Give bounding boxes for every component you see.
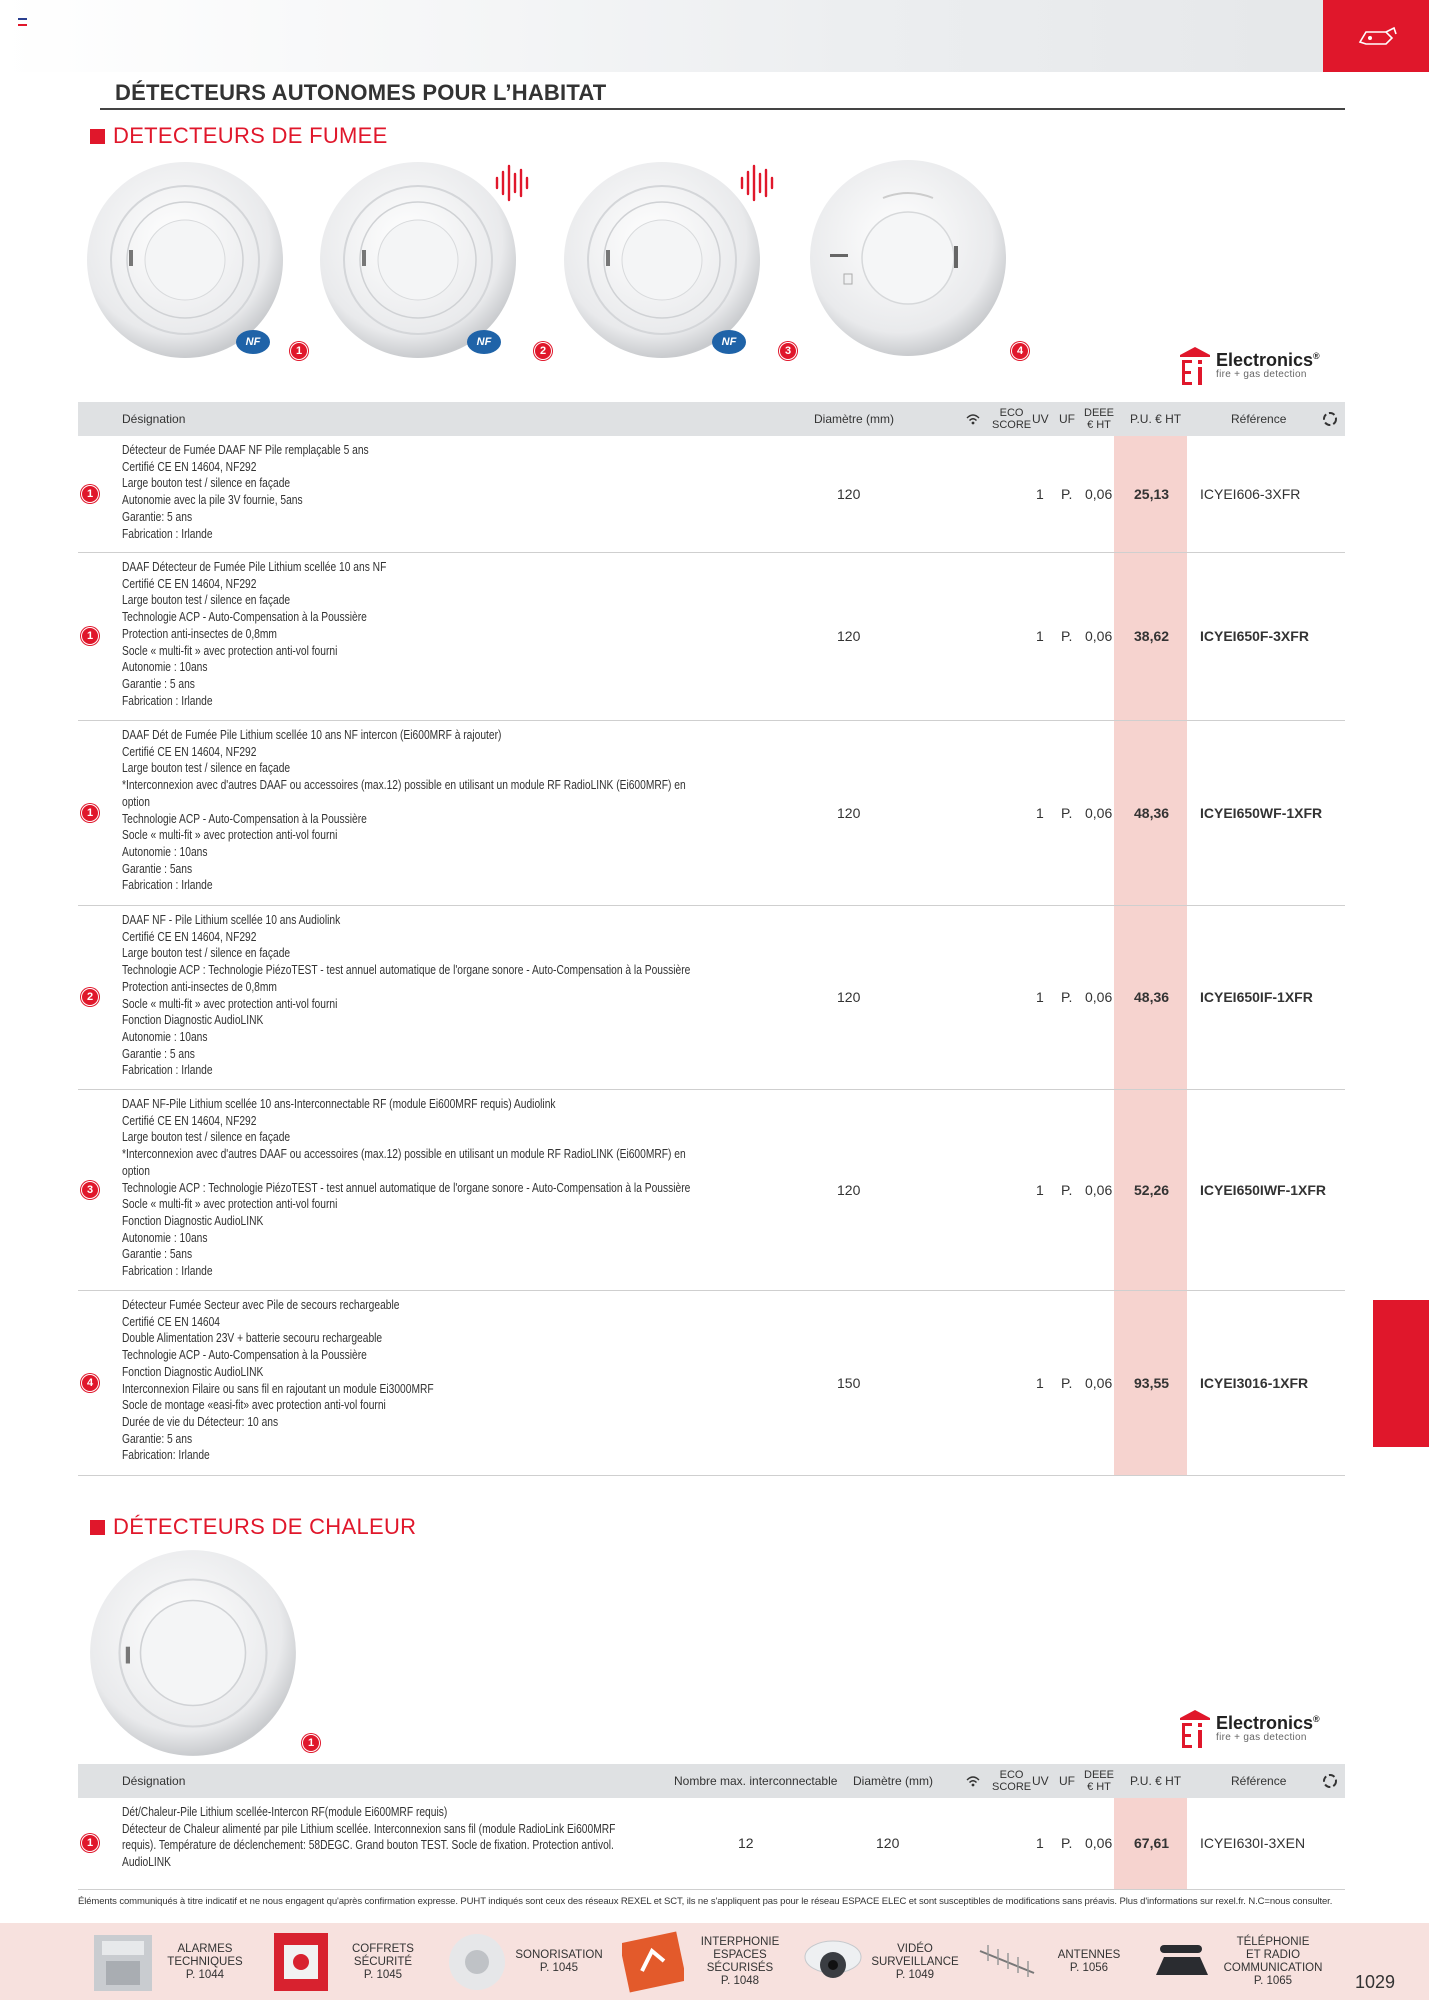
col-reference: Référence: [1231, 412, 1287, 426]
score-label: SCORE: [992, 1781, 1032, 1793]
table-row: [78, 1798, 1345, 1890]
logo-registered: ®: [1313, 1714, 1320, 1724]
uv-value: 1: [1036, 485, 1044, 502]
image-number-badge: 2: [534, 342, 552, 360]
recycle-icon: [1322, 402, 1338, 436]
footer-page: P. 1045: [363, 1968, 403, 1981]
deee-label: DEEE: [1084, 407, 1114, 419]
reference-value: ICYEI630I-3XEN: [1200, 1835, 1306, 1851]
description-line: Protection anti-insectes de 0,8mm: [122, 979, 277, 994]
reference-value: ICYEI650F-3XFR: [1200, 628, 1309, 644]
price-value: 25,13: [1134, 485, 1170, 502]
heat-detector-image: [88, 1548, 298, 1758]
description-line: Fonction Diagnostic AudioLINK: [122, 1364, 264, 1379]
footer-label: SURVEILLANCE: [871, 1955, 959, 1968]
description-line: DAAF Dét de Fumée Pile Lithium scellée 10 ans NF intercon (Ei600MRF à rajouter): [122, 728, 502, 742]
reference-value: ICYEI650IWF-1XFR: [1200, 1181, 1327, 1198]
row-number-badge: 1: [81, 627, 99, 645]
sound-wave-icon: [493, 162, 533, 204]
uf-value: P.: [1061, 804, 1073, 821]
description-line: Fabrication : Irlande: [122, 526, 213, 541]
description-line: Fabrication : Irlande: [122, 1264, 213, 1279]
price-value: 48,36: [1134, 989, 1170, 1005]
uf-value: P.: [1061, 485, 1073, 502]
row-number-badge: 2: [81, 988, 99, 1006]
reference-value: ICYEI650WF-1XFR: [1200, 804, 1323, 821]
description-line: *Interconnexion avec d'autres DAAF ou accessoires (max.12) possible en utilisant un module RF RadioLINK (Ei600MRF) en: [122, 778, 686, 793]
reference-value: ICYEI3016-1XFR: [1200, 1374, 1309, 1391]
telephone-icon: [1150, 1931, 1212, 1993]
footer-link-sonorisation[interactable]: [446, 1931, 604, 1993]
reference-value: ICYEI606-3XFR: [1200, 485, 1301, 502]
description-line: Fonction Diagnostic AudioLINK: [122, 1213, 264, 1228]
description-line: Autonomie : 10ans: [122, 660, 208, 675]
diameter-value: 120: [837, 1181, 861, 1198]
col-deee: [1084, 402, 1114, 436]
description-line: Protection anti-insectes de 0,8mm: [122, 626, 277, 641]
col-max-interconnect: Nombre max. interconnectable: [674, 1774, 838, 1788]
title-divider: [100, 108, 1345, 110]
product-description: [122, 559, 386, 709]
ei-electronics-logo: [1180, 347, 1320, 387]
price-value: 38,62: [1134, 628, 1170, 644]
deee-value: 0,06: [1085, 1181, 1113, 1198]
section-heading-smoke: [90, 123, 388, 149]
row-number-badge: 4: [81, 1374, 99, 1392]
deee-value: 0,06: [1085, 804, 1113, 821]
antenna-icon: [976, 1931, 1038, 1993]
description-line: Dét/Chaleur-Pile Lithium scellée-Intercon RF(module Ei600MRF requis): [122, 1805, 448, 1819]
evacuation-sign-icon: [622, 1931, 684, 1993]
diameter-value: 120: [837, 804, 861, 821]
footer-label: TECHNIQUES: [167, 1955, 243, 1968]
col-diameter: Diamètre (mm): [814, 412, 894, 426]
row-number-badge: 1: [81, 804, 99, 822]
table-row: [78, 721, 1345, 906]
footer-link-telephonie[interactable]: [1150, 1931, 1328, 1993]
description-line: Technologie ACP : Technologie PiézoTEST - test annuel automatique de l'organe sonore - Auto-Compensation à la Poussière: [122, 963, 691, 978]
logo-name: Electronics: [1216, 350, 1314, 370]
eco-label: ECO: [999, 1769, 1024, 1781]
footer-label: ANTENNES: [1057, 1949, 1121, 1961]
image-number-badge: 1: [290, 342, 308, 360]
footer-label: ET RADIO: [1245, 1949, 1301, 1961]
description-line: Autonomie : 10ans: [122, 844, 208, 859]
description-line: Large bouton test / silence en façade: [122, 761, 291, 776]
footer-link-interphonie[interactable]: [622, 1931, 790, 1993]
description-line: DAAF Détecteur de Fumée Pile Lithium scellée 10 ans NF: [122, 560, 387, 574]
table-row: [78, 436, 1345, 553]
footer-label: COMMUNICATION: [1223, 1962, 1323, 1974]
description-line: Fabrication: Irlande: [122, 1448, 210, 1463]
footer-page: P. 1065: [1253, 1975, 1293, 1987]
description-line: Détecteur de Fumée DAAF NF Pile remplaçable 5 ans: [122, 443, 369, 457]
score-label: SCORE: [992, 419, 1032, 431]
description-line: Garantie: 5 ans: [122, 1431, 193, 1446]
section-square-icon: [90, 1520, 105, 1535]
disclaimer: Éléments communiqués à titre indicatif et ne nous engagent qu'après confirmation expresse. PUHT indiqués sont ceux des réseaux REXEL et SCT, ils ne s'appliquent pas pour le réseau ESPACE ELEC et sont susceptibles de modifications sans préavis. Plus d'informations sur rexel.fr. N.C=nous consulter.: [78, 1896, 1333, 1907]
description-line: Durée de vie du Détecteur: 10 ans: [122, 1414, 279, 1429]
description-line: Garantie : 5 ans: [122, 1046, 195, 1061]
product-description: [122, 442, 369, 542]
logo-tagline: fire + gas detection: [1216, 369, 1307, 380]
description-line: Technologie ACP : Technologie PiézoTEST - test annuel automatique de l'organe sonore - Auto-Compensation à la Poussière: [122, 1180, 691, 1195]
dome-camera-icon: [802, 1931, 864, 1993]
product-description: [122, 1297, 434, 1464]
uv-value: 1: [1036, 804, 1044, 821]
footer-link-coffrets[interactable]: [270, 1931, 428, 1993]
footer-label: SÉCURITÉ: [353, 1955, 413, 1968]
description-line: Fonction Diagnostic AudioLINK: [122, 1013, 264, 1028]
ei-logo-mark: [1180, 1710, 1210, 1750]
uv-value: 1: [1036, 1374, 1044, 1391]
product-description: [122, 912, 690, 1079]
smoke-detector-image-4: [808, 158, 1008, 358]
description-line: Fabrication : Irlande: [122, 1063, 213, 1078]
description-line: Autonomie avec la pile 3V fournie, 5ans: [122, 493, 303, 508]
diameter-value: 120: [837, 989, 861, 1005]
deee-label: DEEE: [1084, 1769, 1114, 1781]
ei-electronics-logo: [1180, 1710, 1320, 1750]
uf-value: P.: [1061, 1374, 1073, 1391]
col-uv: UV: [1032, 412, 1049, 426]
logo-name: Electronics: [1216, 1713, 1314, 1733]
row-number-badge: 1: [81, 485, 99, 503]
description-line: Fabrication : Irlande: [122, 878, 213, 893]
description-line: requis). Température de déclenchement: 58DEGC. Grand bouton TEST. Socle de fixation. Protection antivol.: [122, 1838, 614, 1853]
description-line: Large bouton test / silence en façade: [122, 1130, 291, 1145]
footer-label: ALARMES: [177, 1942, 233, 1955]
col-eco-score: [992, 402, 1031, 436]
section-title: DÉTECTEURS DE CHALEUR: [113, 1514, 417, 1539]
deee-value: 0,06: [1085, 989, 1113, 1005]
table-header-smoke: [78, 402, 1345, 436]
footer-label: ESPACES SÉCURISÉS: [706, 1949, 774, 1974]
nf-certification-badge: NF: [712, 330, 746, 354]
description-line: Large bouton test / silence en façade: [122, 593, 291, 608]
footer-page: P. 1045: [539, 1962, 579, 1974]
description-line: DAAF NF - Pile Lithium scellée 10 ans Audiolink: [122, 913, 341, 927]
reference-value: ICYEI650IF-1XFR: [1200, 989, 1313, 1005]
description-line: Technologie ACP - Auto-Compensation à la Poussière: [122, 1348, 367, 1363]
col-designation: Désignation: [122, 1774, 186, 1788]
col-eco-score: [992, 1764, 1031, 1798]
deee-value: 0,06: [1085, 1835, 1113, 1851]
eco-label: ECO: [999, 407, 1024, 419]
page-number: 1029: [1355, 1972, 1396, 1992]
description-line: DAAF NF-Pile Lithium scellée 10 ans-Interconnectable RF (module Ei600MRF requis) Audiolink: [122, 1097, 556, 1111]
description-line: AudioLINK: [122, 1855, 172, 1870]
price-value: 67,61: [1134, 1835, 1170, 1851]
description-line: Interconnexion Filaire ou sans fil en rajoutant un module Ei3000MRF: [122, 1381, 434, 1396]
col-uf: UF: [1059, 1774, 1075, 1788]
uv-value: 1: [1036, 1835, 1044, 1851]
category-tab[interactable]: [1323, 0, 1429, 72]
table-row: [78, 1291, 1345, 1476]
footer-nav: [0, 1923, 1429, 2000]
product-description: [122, 727, 686, 894]
col-deee: [1084, 1764, 1114, 1798]
table-row: [78, 906, 1345, 1090]
price-value: 52,26: [1134, 1181, 1170, 1198]
table-row: [78, 553, 1345, 721]
product-description: [122, 1096, 690, 1280]
diameter-value: 120: [876, 1835, 900, 1851]
deee-unit-label: € HT: [1087, 419, 1111, 431]
description-line: Socle « multi-fit » avec protection anti-vol fourni: [122, 828, 338, 843]
description-line: Garantie : 5ans: [122, 861, 193, 876]
logo-registered: ®: [1313, 351, 1320, 361]
footer-link-alarmes[interactable]: [92, 1931, 250, 1993]
product-description: [122, 1804, 615, 1871]
description-line: Double Alimentation 23V + batterie secouru rechargeable: [122, 1331, 383, 1346]
top-bar: [0, 0, 1429, 72]
image-number-badge: 4: [1011, 342, 1029, 360]
description-line: Détecteur Fumée Secteur avec Pile de secours rechargeable: [122, 1298, 400, 1312]
alarm-panel-icon: [92, 1931, 154, 1993]
wifi-icon: [966, 402, 980, 436]
diameter-value: 120: [837, 628, 861, 644]
description-line: Large bouton test / silence en façade: [122, 476, 291, 491]
safety-box-icon: [270, 1931, 332, 1993]
description-line: Technologie ACP - Auto-Compensation à la Poussière: [122, 610, 367, 625]
col-uf: UF: [1059, 412, 1075, 426]
description-line: Large bouton test / silence en façade: [122, 946, 291, 961]
description-line: Garantie: 5 ans: [122, 509, 193, 524]
sound-wave-icon: [738, 162, 778, 204]
ei-logo-mark: [1180, 347, 1210, 387]
description-line: Autonomie : 10ans: [122, 1230, 208, 1245]
nf-certification-badge: NF: [467, 330, 501, 354]
price-value: 93,55: [1134, 1374, 1170, 1391]
col-reference: Référence: [1231, 1774, 1287, 1788]
footer-link-antennes[interactable]: [976, 1931, 1134, 1993]
section-heading-heat: [90, 1514, 416, 1540]
description-line: Garantie : 5ans: [122, 1247, 193, 1262]
footer-label: TÉLÉPHONIE: [1236, 1936, 1310, 1948]
deee-unit-label: € HT: [1087, 1781, 1111, 1793]
footer-label: VIDÉO: [897, 1942, 933, 1955]
uf-value: P.: [1061, 1835, 1073, 1851]
uf-value: P.: [1061, 989, 1073, 1005]
description-line: Socle « multi-fit » avec protection anti-vol fourni: [122, 1197, 338, 1212]
nf-certification-badge: NF: [236, 330, 270, 354]
image-number-badge: 3: [779, 342, 797, 360]
wifi-icon: [966, 1764, 980, 1798]
description-line: Autonomie : 10ans: [122, 1029, 208, 1044]
description-line: option: [122, 794, 150, 809]
section-square-icon: [90, 129, 105, 144]
description-line: Certifié CE EN 14604: [122, 1314, 221, 1329]
diameter-value: 120: [837, 485, 861, 502]
speaker-icon: [446, 1931, 508, 1993]
footer-label: SONORISATION: [515, 1949, 603, 1961]
description-line: Certifié CE EN 14604, NF292: [122, 1113, 257, 1128]
diameter-value: 150: [837, 1374, 861, 1391]
table-row: [78, 1090, 1345, 1291]
deee-value: 0,06: [1085, 1374, 1113, 1391]
side-tab[interactable]: [1373, 1300, 1429, 1447]
uv-value: 1: [1036, 1181, 1044, 1198]
uf-value: P.: [1061, 628, 1073, 644]
footer-label: COFFRETS: [352, 1942, 414, 1955]
uv-value: 1: [1036, 989, 1044, 1005]
description-line: Détecteur de Chaleur alimenté par pile Lithium scellée. Interconnexion sans fil (module RadioLink Ei600MRF: [122, 1821, 616, 1836]
security-camera-icon: [1356, 24, 1398, 50]
footer-link-video[interactable]: [802, 1931, 960, 1993]
page-title: DÉTECTEURS AUTONOMES POUR L’HABITAT: [115, 80, 607, 105]
uf-value: P.: [1061, 1181, 1073, 1198]
description-line: Technologie ACP - Auto-Compensation à la Poussière: [122, 811, 367, 826]
footer-label: INTERPHONIE: [700, 1936, 780, 1948]
footer-page: P. 1048: [720, 1975, 760, 1987]
description-line: Certifié CE EN 14604, NF292: [122, 929, 257, 944]
row-number-badge: 1: [81, 1834, 99, 1852]
description-line: Fabrication : Irlande: [122, 693, 213, 708]
description-line: Socle « multi-fit » avec protection anti-vol fourni: [122, 643, 338, 658]
logo-tagline: fire + gas detection: [1216, 1732, 1307, 1743]
description-line: Socle « multi-fit » avec protection anti-vol fourni: [122, 996, 338, 1011]
footer-page: P. 1056: [1069, 1962, 1109, 1974]
description-line: Certifié CE EN 14604, NF292: [122, 576, 257, 591]
col-uv: UV: [1032, 1774, 1049, 1788]
deee-value: 0,06: [1085, 628, 1113, 644]
description-line: option: [122, 1163, 150, 1178]
description-line: Certifié CE EN 14604, NF292: [122, 744, 257, 759]
description-line: Garantie : 5 ans: [122, 676, 195, 691]
row-number-badge: 3: [81, 1181, 99, 1199]
footer-page: P. 1049: [895, 1968, 935, 1981]
description-line: *Interconnexion avec d'autres DAAF ou accessoires (max.12) possible en utilisant un module RF RadioLINK (Ei600MRF) en: [122, 1147, 686, 1162]
price-value: 48,36: [1134, 804, 1170, 821]
section-title: DETECTEURS DE FUMEE: [113, 123, 388, 148]
footer-page: P. 1044: [185, 1968, 225, 1981]
french-flag-icon: [18, 18, 27, 25]
description-line: Socle de montage «easi-fit» avec protection anti-vol fourni: [122, 1398, 386, 1413]
col-pu: P.U. € HT: [1130, 1774, 1182, 1788]
max-interconnect-value: 12: [738, 1835, 754, 1851]
col-pu: P.U. € HT: [1130, 412, 1182, 426]
description-line: Certifié CE EN 14604, NF292: [122, 459, 257, 474]
uv-value: 1: [1036, 628, 1044, 644]
col-designation: Désignation: [122, 412, 186, 426]
recycle-icon: [1322, 1764, 1338, 1798]
image-number-badge: 1: [302, 1734, 320, 1752]
table-header-heat: [78, 1764, 1345, 1798]
deee-value: 0,06: [1085, 485, 1113, 502]
col-diameter: Diamètre (mm): [853, 1774, 933, 1788]
